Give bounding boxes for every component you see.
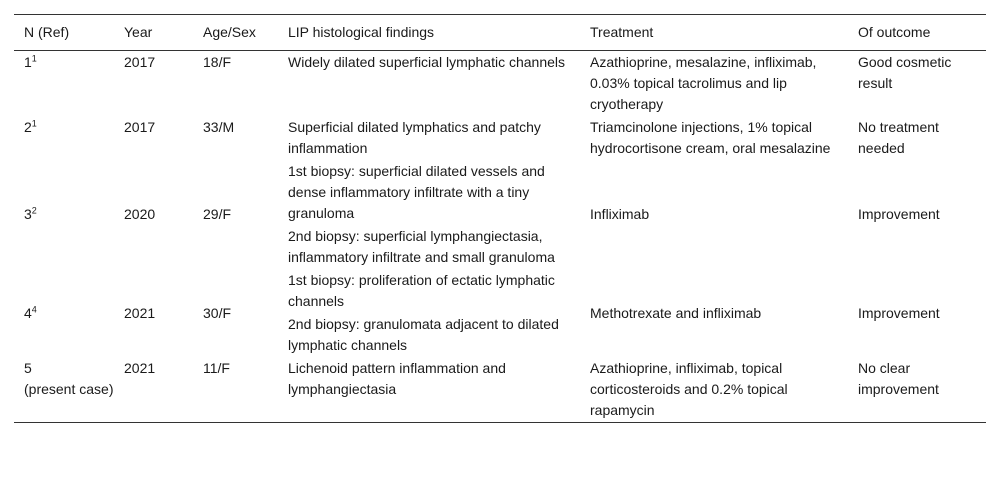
cell-treatment: Azathioprine, infliximab, topical corticosteroids and 0.2% topical rapamycin <box>590 360 788 418</box>
case-number: 1 <box>24 54 32 70</box>
cell-n-ref <box>14 357 114 423</box>
finding-text: Superficial dilated lymphatics and patchy inflammation <box>288 119 541 156</box>
cell-age-sex: 18/F <box>203 54 232 70</box>
table-header-row <box>14 15 986 51</box>
case-number: 4 <box>24 304 32 321</box>
cell-age-sex: 11/F <box>203 360 230 376</box>
cell-treatment: Methotrexate and infliximab <box>590 304 762 321</box>
cell-age-sex: 33/M <box>203 119 235 135</box>
reference-number: 2 <box>31 205 37 216</box>
cell-findings <box>278 51 580 117</box>
cell-outcome: No clear improvement <box>858 360 939 397</box>
finding-text: Widely dilated superficial lymphatic channels <box>288 54 566 70</box>
cell-year: 2021 <box>124 304 156 321</box>
cell-outcome: Improvement <box>858 206 940 222</box>
cell-treatment: Azathioprine, mesalazine, infliximab, 0.03% topical tacrolimus and lip cryotherapy <box>590 54 817 112</box>
reference-number: 4 <box>31 303 37 314</box>
case-table <box>14 14 986 423</box>
cell-findings <box>278 116 580 160</box>
case-number: 5 <box>24 360 32 376</box>
cell-age-sex: 29/F <box>203 206 232 222</box>
finding-text: 1st biopsy: superficial dilated vessels and dense inflammatory infiltrate with a tiny granuloma <box>288 163 545 221</box>
cell-findings <box>278 357 580 423</box>
reference-number: 1 <box>31 118 37 129</box>
cell-n-ref <box>14 51 114 117</box>
table-row <box>14 160 986 269</box>
case-table-container <box>14 14 986 423</box>
header-treatment: Treatment <box>590 24 654 40</box>
finding-text: 2nd biopsy: granulomata adjacent to dilated lymphatic channels <box>288 316 559 353</box>
reference-number: 1 <box>31 53 37 64</box>
cell-findings <box>278 160 580 269</box>
cell-year: 2017 <box>124 119 156 135</box>
cell-n-ref <box>14 269 114 357</box>
header-age-sex: Age/Sex <box>203 24 256 40</box>
cell-outcome: Improvement <box>858 304 940 321</box>
finding-text: 2nd biopsy: superficial lymphangiectasia, inflammatory infiltrate and small granuloma <box>288 228 555 265</box>
header-year: Year <box>124 24 153 40</box>
finding-text: Lichenoid pattern inflammation and lymphangiectasia <box>288 360 506 397</box>
header-findings: LIP histological findings <box>288 24 435 40</box>
table-row <box>14 116 986 160</box>
cell-n-ref <box>14 116 114 160</box>
cell-treatment: Triamcinolone injections, 1% topical hydrocortisone cream, oral mesalazine <box>590 119 831 156</box>
case-number: 3 <box>24 206 32 222</box>
cell-year: 2017 <box>124 54 156 70</box>
table-row <box>14 357 986 423</box>
cell-year: 2021 <box>124 360 156 376</box>
header-n-ref: N (Ref) <box>24 24 70 40</box>
cell-n-ref <box>14 160 114 269</box>
cell-outcome: No treatment needed <box>858 119 939 156</box>
case-label: (present case) <box>24 381 114 397</box>
cell-findings <box>278 269 580 357</box>
finding-text: 1st biopsy: proliferation of ectatic lymphatic channels <box>288 272 555 309</box>
cell-year: 2020 <box>124 206 156 222</box>
case-number: 2 <box>24 119 32 135</box>
cell-treatment: Infliximab <box>590 206 650 222</box>
header-outcome: Of outcome <box>858 24 931 40</box>
cell-outcome: Good cosmetic result <box>858 54 952 91</box>
table-row <box>14 51 986 117</box>
cell-age-sex: 30/F <box>203 304 232 321</box>
table-row <box>14 269 986 357</box>
